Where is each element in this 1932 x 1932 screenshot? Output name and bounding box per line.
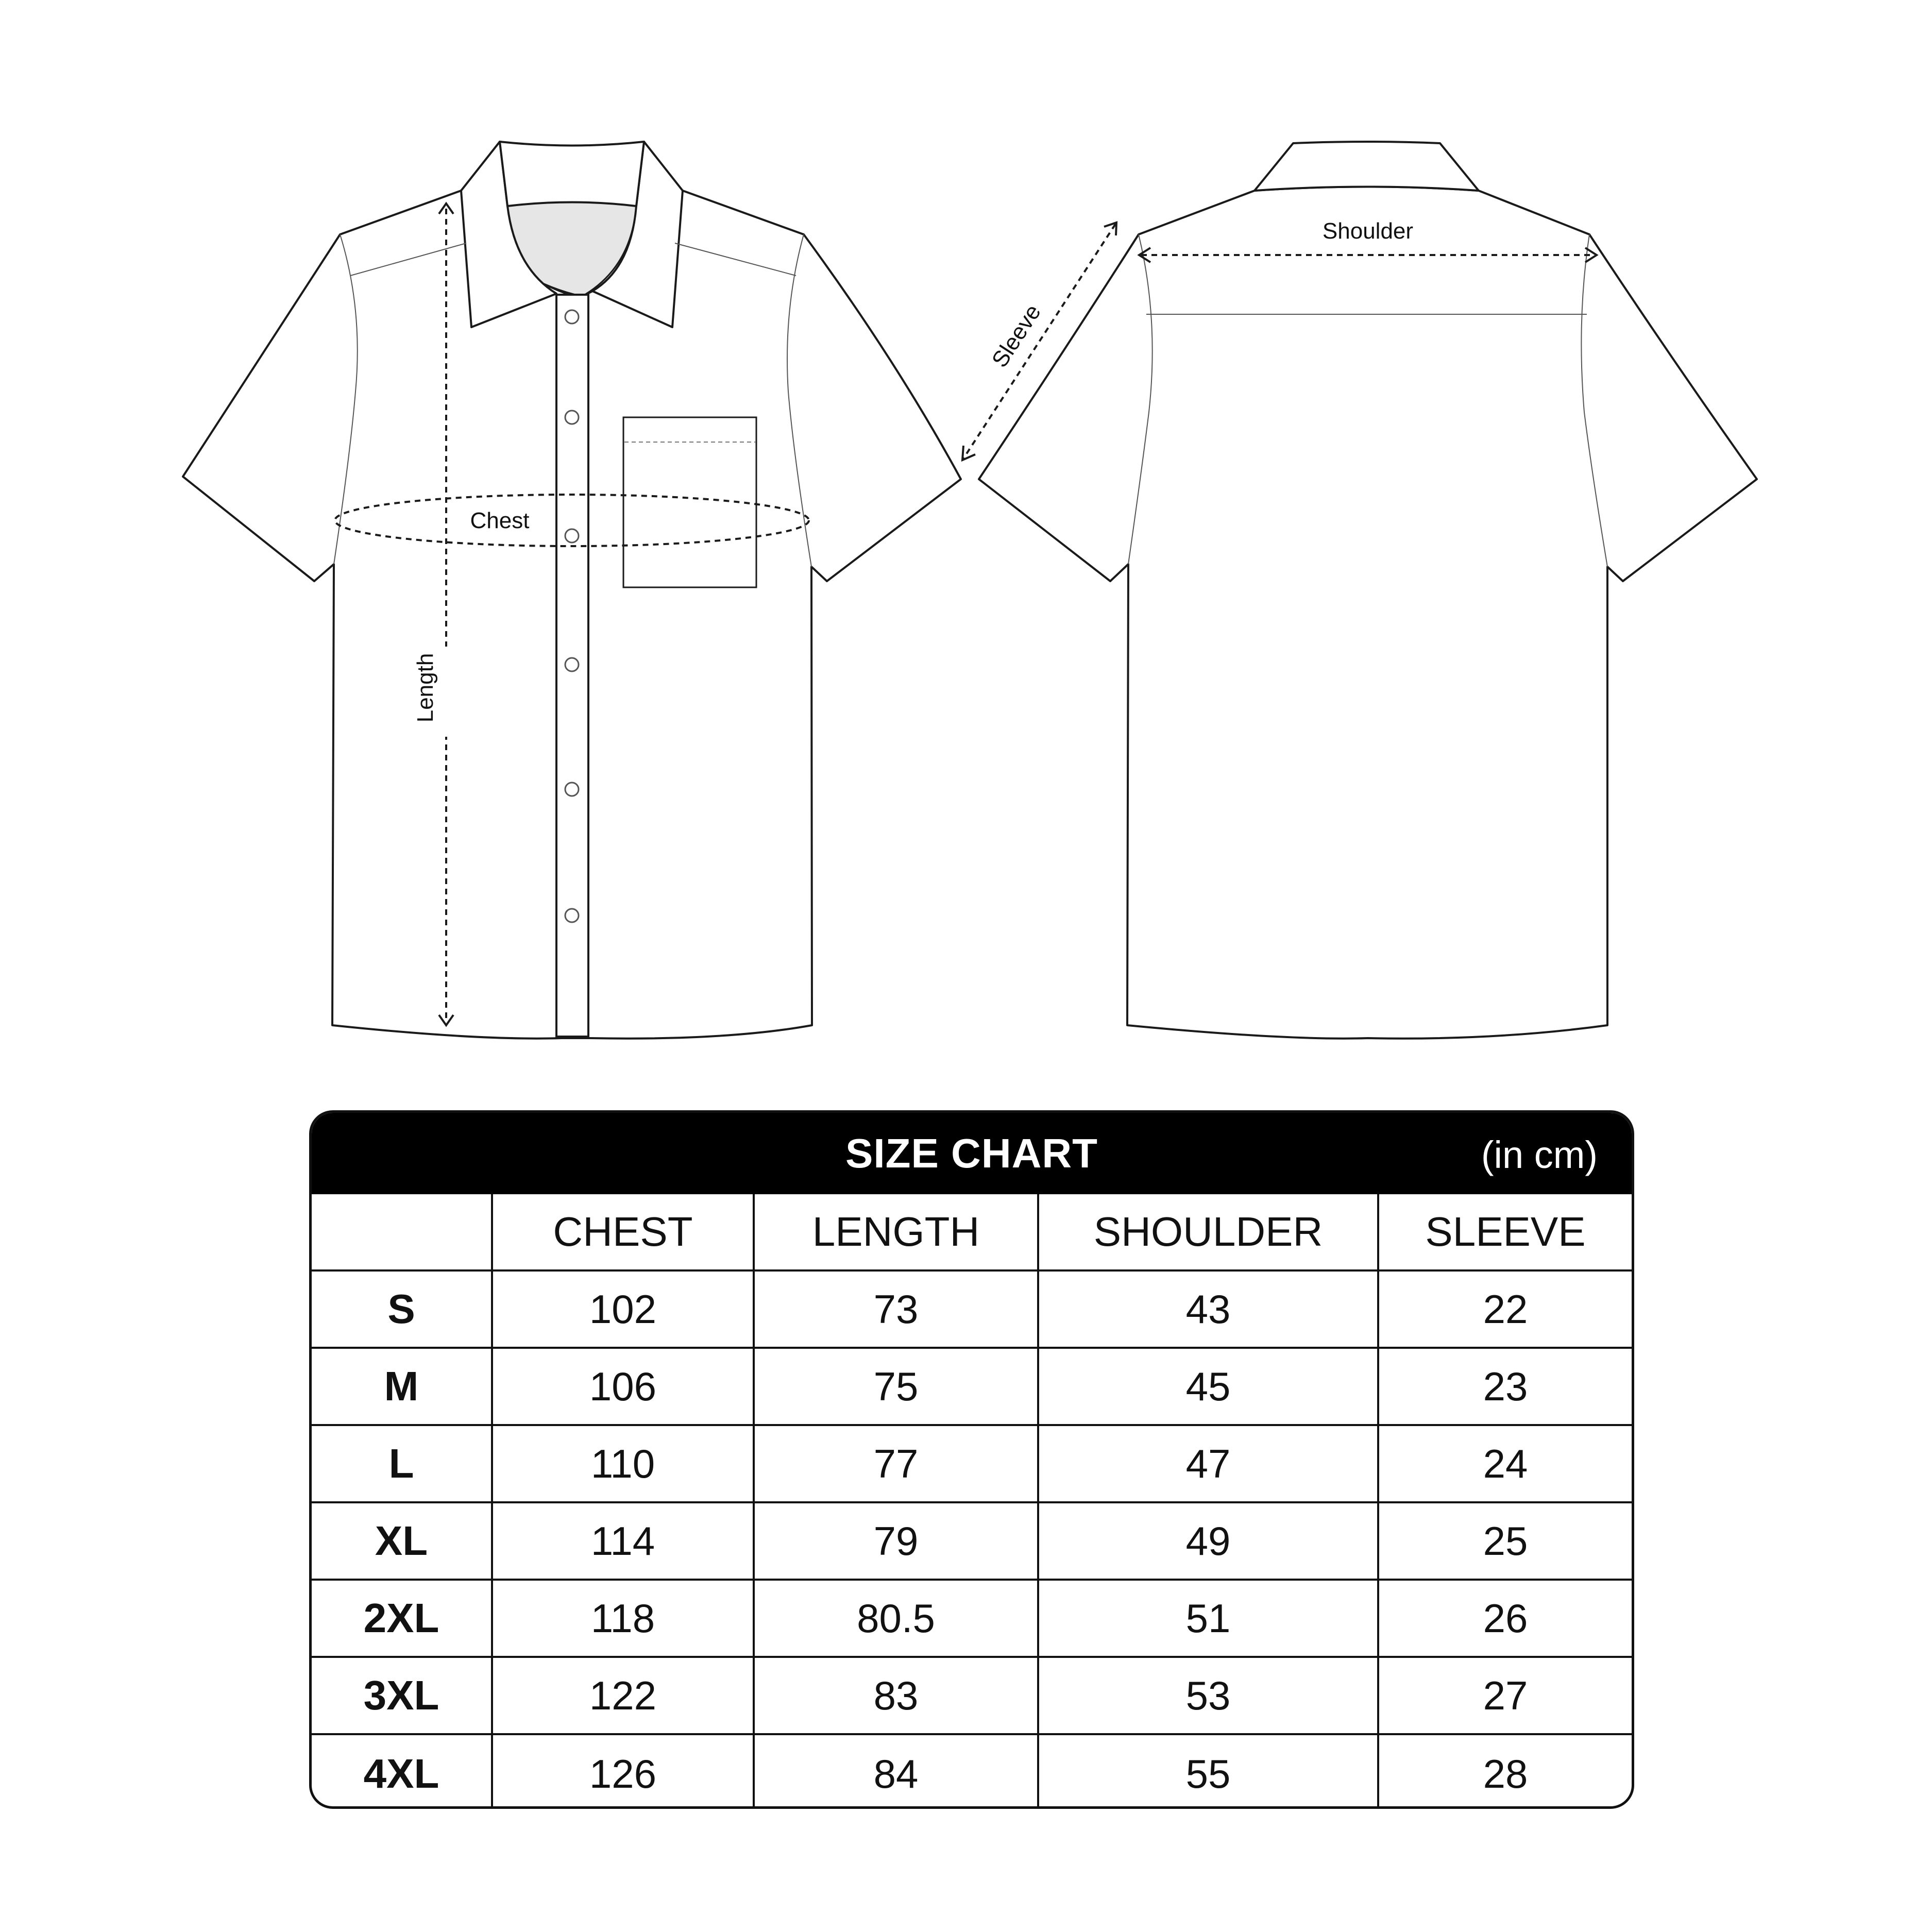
sleeve-cell: 23 <box>1379 1349 1632 1426</box>
chest-cell: 102 <box>493 1272 755 1349</box>
size-cell: L <box>312 1426 493 1503</box>
button <box>565 783 579 796</box>
shoulder-cell: 53 <box>1039 1658 1379 1735</box>
sleeve-cell: 26 <box>1379 1581 1632 1658</box>
length-label: Length <box>413 653 438 723</box>
size-cell: M <box>312 1349 493 1426</box>
collar-band <box>500 142 644 206</box>
shoulder-cell: 47 <box>1039 1426 1379 1503</box>
sleeve-label: Sleeve <box>987 300 1046 372</box>
shirt-front-view <box>183 142 961 1039</box>
back-collar <box>1255 142 1479 191</box>
length-cell: 79 <box>755 1503 1039 1581</box>
size-cell: XL <box>312 1503 493 1581</box>
column-header <box>312 1194 493 1272</box>
button <box>565 310 579 324</box>
chest-cell: 126 <box>493 1735 755 1809</box>
size-cell: 3XL <box>312 1658 493 1735</box>
sleeve-cell: 28 <box>1483 1751 1528 1797</box>
shoulder-cell: 43 <box>1039 1272 1379 1349</box>
column-header-sleeve: SLEEVE <box>1379 1194 1632 1272</box>
shoulder-cell: 51 <box>1039 1581 1379 1658</box>
sleeve-cell: 27 <box>1379 1658 1632 1735</box>
column-header-shoulder: SHOULDER <box>1039 1194 1379 1272</box>
sleeve-cell: 24 <box>1379 1426 1632 1503</box>
shoulder-cell: 55 <box>1039 1735 1379 1809</box>
length-cell: 77 <box>755 1426 1039 1503</box>
column-header-length: LENGTH <box>755 1194 1039 1272</box>
shoulder-label: Shoulder <box>1322 218 1414 244</box>
size-chart-grid <box>312 1194 1632 1809</box>
length-cell: 83 <box>755 1658 1039 1735</box>
shoulder-cell: 49 <box>1039 1503 1379 1581</box>
size-chart-table <box>309 1110 1634 1809</box>
chest-cell: 122 <box>493 1658 755 1735</box>
sleeve-cell: 22 <box>1379 1272 1632 1349</box>
shirt-back-view <box>962 142 1757 1039</box>
size-cell: S <box>312 1272 493 1349</box>
length-cell: 80.5 <box>755 1581 1039 1658</box>
length-cell: 75 <box>755 1349 1039 1426</box>
button <box>565 909 579 922</box>
size-chart-title: SIZE CHART <box>845 1130 1098 1176</box>
chest-cell: 118 <box>493 1581 755 1658</box>
chest-cell: 114 <box>493 1503 755 1581</box>
size-cell: 2XL <box>312 1581 493 1658</box>
size-chart-unit: (in cm) <box>1481 1133 1598 1176</box>
length-cell: 73 <box>755 1272 1039 1349</box>
chest-cell: 110 <box>493 1426 755 1503</box>
size-chart-header <box>312 1113 1632 1194</box>
size-cell: 4XL <box>312 1735 493 1809</box>
column-header-chest: CHEST <box>493 1194 755 1272</box>
shoulder-cell: 45 <box>1039 1349 1379 1426</box>
chest-cell: 106 <box>493 1349 755 1426</box>
length-cell: 84 <box>755 1735 1039 1809</box>
button <box>565 529 579 543</box>
chest-label: Chest <box>470 508 530 533</box>
sleeve-cell: 25 <box>1379 1503 1632 1581</box>
button <box>565 658 579 671</box>
button <box>565 411 579 424</box>
